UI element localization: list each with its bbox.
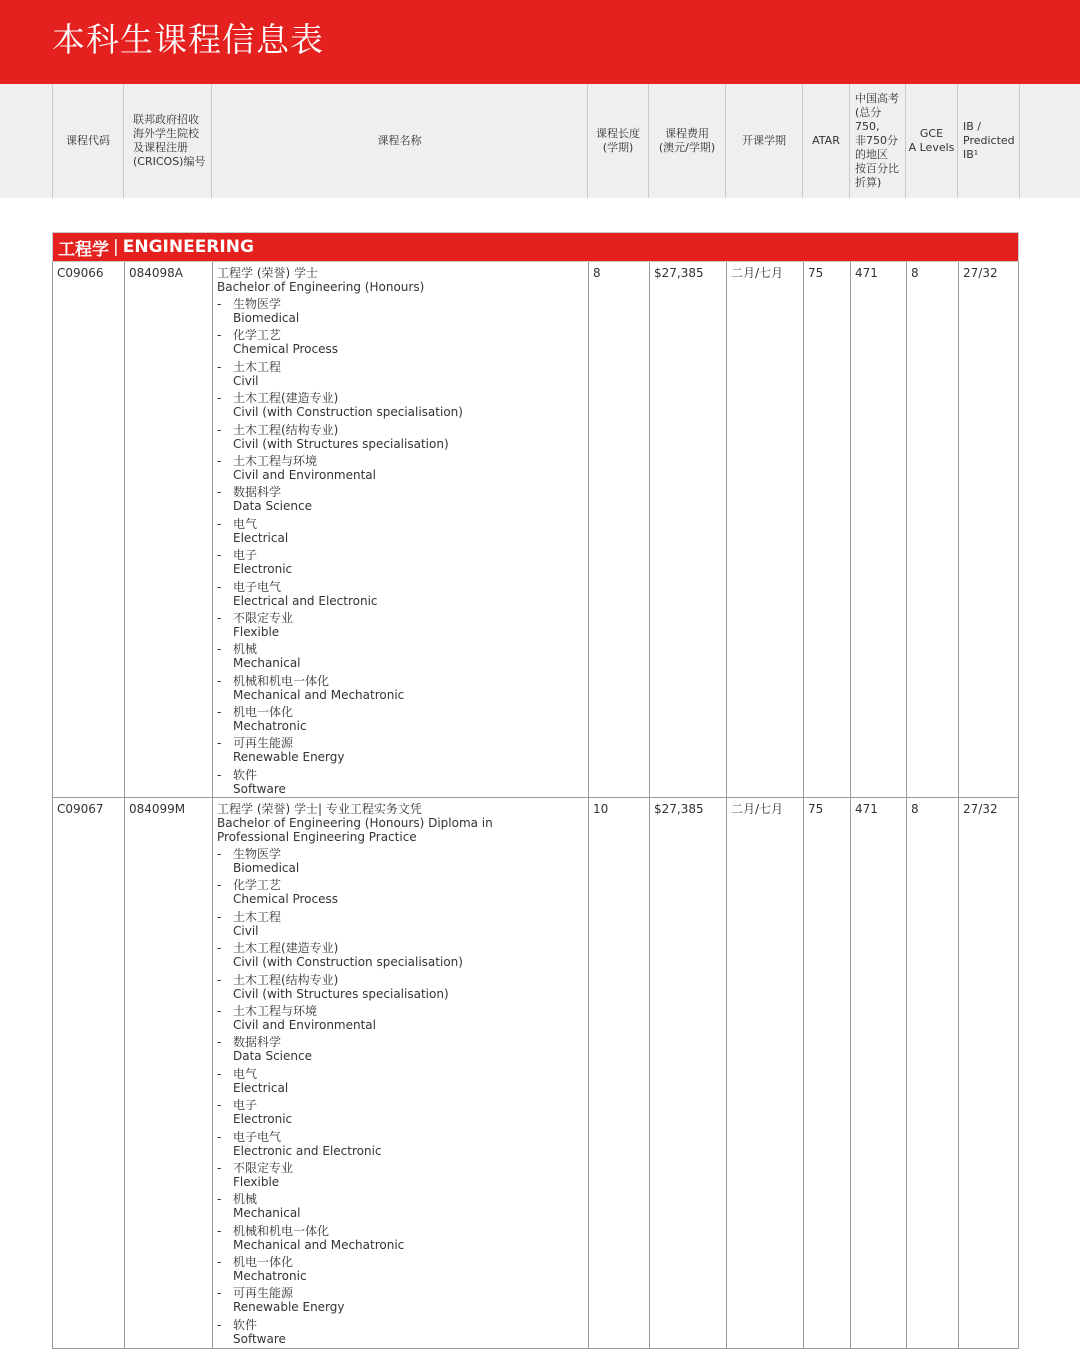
list-dash: -: [217, 642, 222, 657]
major-name-zh: 机械和机电一体化: [233, 1223, 330, 1238]
ib-score: 27/32: [958, 262, 1018, 797]
major-name-en: Flexible: [233, 624, 280, 639]
major-name-zh: 机电一体化: [233, 1255, 294, 1270]
major-item: [217, 360, 588, 391]
header-gce: GCE A Levels: [905, 84, 957, 198]
list-dash: -: [217, 909, 222, 924]
major-name-zh: 化学工艺: [233, 878, 282, 893]
list-dash: -: [217, 1129, 222, 1144]
major-name-zh: 化学工艺: [233, 328, 282, 343]
major-item: [217, 1318, 588, 1349]
list-dash: -: [217, 391, 222, 406]
header-gaokao: 中国高考 (总分750, 非750分 的地区 按百分比 折算): [849, 84, 905, 198]
major-item: [217, 1130, 588, 1161]
major-name-en: Software: [233, 781, 286, 796]
major-name-en: Renewable Energy: [233, 750, 345, 765]
major-item: [217, 674, 588, 705]
list-dash: -: [217, 579, 222, 594]
list-dash: -: [217, 548, 222, 563]
major-item: [217, 847, 588, 878]
major-name-en: Electronic: [233, 562, 293, 577]
major-name-en: Civil and Environmental: [233, 467, 376, 482]
major-item: [217, 642, 588, 673]
list-dash: -: [217, 1160, 222, 1175]
major-item: [217, 1255, 588, 1286]
list-dash: -: [217, 941, 222, 956]
major-item: [217, 1192, 588, 1223]
major-name-en: Data Science: [233, 499, 312, 514]
list-dash: -: [217, 422, 222, 437]
list-dash: -: [217, 1098, 222, 1113]
header-end-divider: [1019, 84, 1020, 198]
major-name-en: Civil (with Structures specialisation): [233, 436, 449, 451]
list-dash: -: [217, 1066, 222, 1081]
cricos-code: 084099M: [124, 798, 212, 1348]
major-item: [217, 391, 588, 422]
gce-a-levels: 8: [906, 798, 958, 1348]
major-name-en: Renewable Energy: [233, 1300, 345, 1315]
header-cricos: 联邦政府招收 海外学生院校 及课程注册 (CRICOS)编号: [123, 84, 211, 198]
major-item: [217, 1067, 588, 1098]
major-name-zh: 土木工程: [233, 909, 282, 924]
header-course-code: 课程代码: [52, 84, 123, 198]
major-name-zh: 数据科学: [233, 485, 282, 500]
major-item: [217, 1161, 588, 1192]
major-name-zh: 电子电气: [233, 1129, 282, 1144]
course-name-cell: [212, 262, 588, 797]
major-item: [217, 297, 588, 328]
major-name-en: Mechanical and Mechatronic: [233, 1237, 405, 1252]
major-name-en: Civil (with Construction specialisation): [233, 955, 463, 970]
major-name-en: Electronic: [233, 1112, 293, 1127]
major-name-en: Civil (with Construction specialisation): [233, 405, 463, 420]
course-name-cell: [212, 798, 588, 1348]
major-name-en: Electrical: [233, 530, 289, 545]
major-name-zh: 数据科学: [233, 1035, 282, 1050]
table-row: [52, 798, 1019, 1349]
major-name-zh: 土木工程(建造专业): [233, 941, 339, 956]
major-name-zh: 电气: [233, 1066, 258, 1081]
major-name-en: Chemical Process: [233, 342, 339, 357]
course-length: 10: [588, 798, 649, 1348]
major-name-en: Mechatronic: [233, 719, 307, 734]
list-dash: -: [217, 767, 222, 782]
major-item: [217, 423, 588, 454]
list-dash: -: [217, 610, 222, 625]
major-item: [217, 736, 588, 767]
section-label-zh: 工程学: [58, 239, 109, 260]
major-item: [217, 580, 588, 611]
section-separator: |: [113, 237, 119, 257]
header-length: 课程长度 (学期): [587, 84, 648, 198]
section-label-en: ENGINEERING: [122, 237, 254, 257]
major-name-zh: 生物医学: [233, 847, 282, 861]
header-course-name: 课程名称: [211, 84, 587, 198]
major-item: [217, 768, 588, 799]
intake: 二月/七月: [726, 262, 803, 797]
atar: 75: [803, 798, 850, 1348]
major-name-zh: 不限定专业: [233, 610, 294, 625]
course-length: 8: [588, 262, 649, 797]
major-name-zh: 可再生能源: [233, 736, 294, 751]
major-name-en: Civil (with Structures specialisation): [233, 986, 449, 1001]
major-name-zh: 电子: [233, 548, 258, 563]
list-dash: -: [217, 673, 222, 688]
page-title: 本科生课程信息表: [52, 20, 324, 59]
major-name-en: Flexible: [233, 1174, 280, 1189]
list-dash: -: [217, 359, 222, 374]
major-name-en: Civil and Environmental: [233, 1017, 376, 1032]
program-title-en: Bachelor of Engineering (Honours) Diploma in Professional Engineering Practice: [217, 816, 493, 844]
list-dash: -: [217, 1003, 222, 1018]
major-item: [217, 485, 588, 516]
gaokao: 471: [850, 798, 906, 1348]
gaokao: 471: [850, 262, 906, 797]
list-dash: -: [217, 516, 222, 531]
list-dash: -: [217, 847, 222, 861]
course-fee: $27,385: [649, 262, 726, 797]
major-name-zh: 不限定专业: [233, 1160, 294, 1175]
major-name-zh: 机电一体化: [233, 705, 294, 720]
course-fee: $27,385: [649, 798, 726, 1348]
program-title-zh: 工程学 (荣誉) 学士| 专业工程实务文凭: [217, 802, 422, 816]
gce-a-levels: 8: [906, 262, 958, 797]
major-name-zh: 机械和机电一体化: [233, 673, 330, 688]
major-name-en: Electronic and Electronic: [233, 1143, 382, 1158]
list-dash: -: [217, 1255, 222, 1270]
major-name-zh: 土木工程(建造专业): [233, 391, 339, 406]
major-name-zh: 机械: [233, 642, 258, 657]
intake: 二月/七月: [726, 798, 803, 1348]
header-fee: 课程费用 (澳元/学期): [648, 84, 725, 198]
major-name-en: Mechanical: [233, 1206, 301, 1221]
section-engineering: [52, 232, 1019, 262]
list-dash: -: [217, 1286, 222, 1301]
major-name-en: Mechanical: [233, 656, 301, 671]
major-name-en: Biomedical: [233, 311, 300, 325]
list-dash: -: [217, 297, 222, 311]
list-dash: -: [217, 485, 222, 500]
major-item: [217, 910, 588, 941]
major-name-en: Data Science: [233, 1049, 312, 1064]
major-name-zh: 电气: [233, 516, 258, 531]
major-name-zh: 电子电气: [233, 579, 282, 594]
major-name-en: Civil: [233, 923, 259, 938]
major-name-en: Software: [233, 1331, 286, 1346]
course-code: C09067: [57, 802, 104, 816]
list-dash: -: [217, 972, 222, 987]
major-name-zh: 软件: [233, 1317, 258, 1332]
major-name-en: Chemical Process: [233, 892, 339, 907]
major-item: [217, 1035, 588, 1066]
major-item: [217, 941, 588, 972]
header-atar: ATAR: [802, 84, 849, 198]
cricos-code: 084098A: [124, 262, 212, 797]
table-row: [52, 262, 1019, 798]
major-item: [217, 878, 588, 909]
title-bar: [0, 0, 1080, 84]
major-item: [217, 1286, 588, 1317]
major-item: [217, 1224, 588, 1255]
major-item: [217, 328, 588, 359]
list-dash: -: [217, 1223, 222, 1238]
major-item: [217, 517, 588, 548]
header-intake: 开课学期: [725, 84, 802, 198]
major-item: [217, 548, 588, 579]
major-list: [217, 847, 588, 1349]
list-dash: -: [217, 1035, 222, 1050]
table-header: [0, 84, 1080, 198]
major-name-zh: 电子: [233, 1098, 258, 1113]
major-name-en: Biomedical: [233, 861, 300, 875]
list-dash: -: [217, 1192, 222, 1207]
course-code: C09066: [57, 266, 104, 280]
major-item: [217, 1004, 588, 1035]
list-dash: -: [217, 328, 222, 343]
major-name-zh: 可再生能源: [233, 1286, 294, 1301]
list-dash: -: [217, 736, 222, 751]
list-dash: -: [217, 453, 222, 468]
major-name-zh: 土木工程与环境: [233, 1003, 318, 1018]
major-item: [217, 705, 588, 736]
major-item: [217, 1098, 588, 1129]
major-name-zh: 土木工程与环境: [233, 453, 318, 468]
major-name-zh: 生物医学: [233, 297, 282, 311]
list-dash: -: [217, 878, 222, 893]
ib-score: 27/32: [958, 798, 1018, 1348]
major-name-en: Electrical: [233, 1080, 289, 1095]
major-name-zh: 土木工程: [233, 359, 282, 374]
major-item: [217, 454, 588, 485]
major-name-zh: 软件: [233, 767, 258, 782]
major-name-en: Mechatronic: [233, 1269, 307, 1284]
major-name-en: Mechanical and Mechatronic: [233, 687, 405, 702]
major-item: [217, 611, 588, 642]
major-list: [217, 297, 588, 799]
major-name-en: Civil: [233, 373, 259, 388]
list-dash: -: [217, 1317, 222, 1332]
major-name-zh: 机械: [233, 1192, 258, 1207]
program-title-en: Bachelor of Engineering (Honours): [217, 280, 425, 294]
major-name-en: Electrical and Electronic: [233, 593, 378, 608]
program-title-zh: 工程学 (荣誉) 学士: [217, 266, 318, 280]
major-name-zh: 土木工程(结构专业): [233, 972, 339, 987]
list-dash: -: [217, 705, 222, 720]
header-ib: IB / Predicted IB¹: [957, 84, 1019, 198]
atar: 75: [803, 262, 850, 797]
major-item: [217, 973, 588, 1004]
major-name-zh: 土木工程(结构专业): [233, 422, 339, 437]
